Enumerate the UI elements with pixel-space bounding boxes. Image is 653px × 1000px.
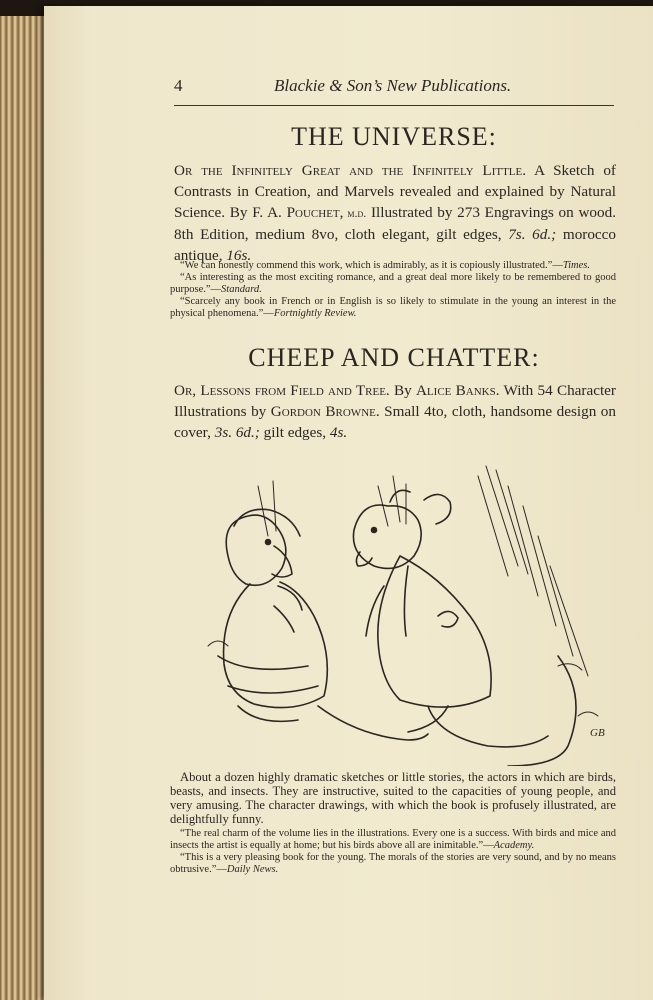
- book2-illustrator: Gordon Browne.: [270, 403, 380, 420]
- review-source: Academy.: [493, 840, 535, 851]
- review-source: Times.: [562, 260, 590, 271]
- review: “We can honestly commend this work, which is admirably, as it is copiously illustrated.”—Times.: [180, 260, 590, 271]
- page: [44, 6, 653, 1000]
- grass-strokes: [208, 466, 598, 716]
- book2-author: Alice Banks.: [415, 382, 500, 399]
- review-source: Daily News.: [226, 864, 279, 875]
- illustrator-monogram: GB: [590, 727, 605, 739]
- book2-price-gilt: 4s.: [329, 424, 348, 441]
- review: “This is a very pleasing book for the young. The morals of the stories are very sound, and by no means obtrusive.”—Daily News.: [170, 852, 616, 875]
- mouse-gentleman: [353, 490, 576, 766]
- mice-illustration: [178, 456, 618, 766]
- running-title: Blackie & Son’s New Publications.: [274, 76, 512, 95]
- review: “The real charm of the volume lies in the illustrations. Every one is a success. With birds and mice and insects the artist is equally at home; but his birds above all are inimitable.”—Academy.: [170, 828, 616, 851]
- book1-subtitle: Or the Infinitely Great and the Infinitely Little.: [174, 162, 527, 179]
- review: “Scarcely any book in French or in English is so likely to stimulate in the young an interest in the physical phenomena.”—Fortnightly Review.: [170, 296, 616, 319]
- review-source: Standard.: [221, 284, 262, 295]
- page-number: 4: [174, 76, 183, 95]
- mouse-girl: [218, 509, 428, 740]
- book2-subtitle: Or, Lessons from Field and Tree.: [174, 382, 390, 399]
- book1-description: Or the Infinitely Great and the Infinitely Little. A Sketch of Contrasts in Creation, and Marvels revealed and explained by Natural Science. By F. A. Pouchet, m.d. Illustrated by 273 Engravings on wood. 8th Edition, medium 8vo, cloth elegant, gilt edges, 7s. 6d.; morocco antique, 16s.: [174, 162, 617, 264]
- book2-title: CHEEP AND CHATTER:: [248, 343, 540, 372]
- book1-price-morocco: 16s.: [226, 247, 252, 264]
- book2-description: Or, Lessons from Field and Tree. By Alice Banks. With 54 Character Illustrations by Gordon Browne. Small 4to, cloth, handsome design on cover, 3s. 6d.; gilt edges, 4s.: [174, 382, 616, 441]
- book1-author: F. A. Pouchet,: [252, 204, 344, 221]
- book2-blurb: About a dozen highly dramatic sketches or little stories, the actors in which are birds, beasts, and insects. They are instructive, suited to the capacities of young people, and very amusing. The character drawings, with which the book is profusely illustrated, are delightfully funny.: [170, 770, 616, 826]
- book2-reviews: [170, 828, 616, 876]
- book1-price-cloth: 7s. 6d.;: [508, 226, 557, 243]
- book1-degree: m.d.: [343, 206, 367, 220]
- book2-price-cloth: 3s. 6d.;: [214, 424, 260, 441]
- review-source: Fortnightly Review.: [273, 308, 357, 319]
- header-rule: [174, 105, 614, 106]
- book1-title: THE UNIVERSE:: [291, 122, 497, 151]
- book1-reviews: [170, 260, 616, 320]
- review: “As interesting as the most exciting romance, and a great deal more likely to be remembered to good purpose.”—Standard.: [170, 272, 616, 295]
